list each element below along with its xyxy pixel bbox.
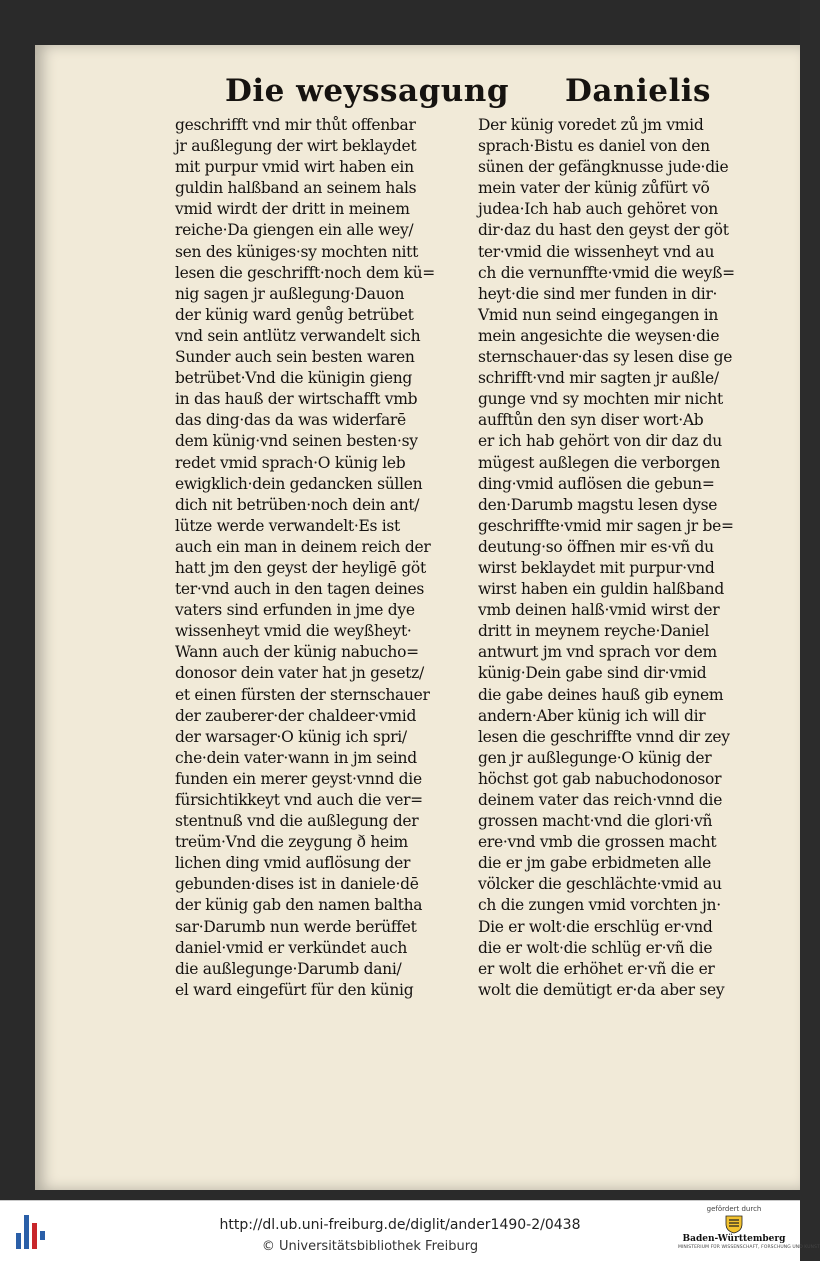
left-line: guldin halßband an seinem hals <box>175 179 417 198</box>
left-line: et einen fürsten der sternschauer <box>175 685 430 704</box>
right-line: mein angesichte die weysen·die <box>478 326 720 345</box>
right-line: ter·vmid die wissenheyt vnd au <box>478 242 715 261</box>
copyright-notice: © Universitätsbibliothek Freiburg <box>261 1239 479 1254</box>
right-line: schrifft·vnd mir sagten jr außle/ <box>478 369 719 388</box>
left-line: fürsichtikkeyt vnd auch die ver= <box>175 791 423 809</box>
left-line: nig sagen jr außlegung·Dauon <box>175 284 405 303</box>
left-line: ewigklich·dein gedancken süllen <box>175 474 423 493</box>
right-line: sünen der gefängknusse jude·die <box>478 158 729 177</box>
right-line: er ich hab gehört von dir daz du <box>478 432 722 451</box>
left-line: der warsager·O künig ich spri/ <box>175 727 407 746</box>
left-line: stentnuß vnd die außlegung der <box>175 812 419 831</box>
left-line: in das hauß der wirtschafft vmb <box>175 390 418 409</box>
right-line: andern·Aber künig ich will dir <box>478 706 706 725</box>
right-line: grossen macht·vnd die glori·vñ <box>478 812 713 831</box>
left-line: der künig gab den namen baltha <box>175 896 423 915</box>
right-line: gunge vnd sy mochten mir nicht <box>478 390 723 409</box>
right-line: den·Darumb magstu lesen dyse <box>478 495 718 514</box>
left-line: lesen die geschrifft·noch dem kü= <box>175 263 435 282</box>
sponsor-subtitle: MINISTERIUM FÜR WISSENSCHAFT, FORSCHUNG UND KUNST <box>678 1245 820 1250</box>
left-line: betrübet·Vnd die künigin gieng <box>175 369 413 388</box>
sponsor-name: Baden-Württemberg <box>682 1234 786 1244</box>
left-line: lütze werde verwandelt·Es ist <box>175 516 400 535</box>
permalink-url[interactable]: http://dl.ub.uni-freiburg.de/diglit/ander1490-2/0438 <box>219 1217 581 1233</box>
right-line: künig·Dein gabe sind dir·vmid <box>478 664 707 683</box>
right-line: ch die vernunffte·vmid die weyß= <box>478 263 735 282</box>
right-line: sprach·Bistu es daniel von den <box>478 137 710 156</box>
left-line: dich nit betrüben·noch dein ant/ <box>175 495 420 514</box>
right-line: Vmid nun seind eingegangen in <box>478 305 719 324</box>
right-line: deinem vater das reich·vnnd die <box>478 791 723 809</box>
right-line: Der künig voredet zů jm vmid <box>478 116 704 134</box>
right-line: deutung·so öffnen mir es·vñ du <box>478 537 714 556</box>
left-line: gebunden·dises ist in daniele·dē <box>175 875 419 894</box>
left-line: vaters sind erfunden in jme dye <box>175 601 415 620</box>
right-line: judea·Ich hab auch gehöret von <box>478 200 718 219</box>
left-line: sen des küniges·sy mochten nitt <box>175 242 419 261</box>
right-line: sternschauer·das sy lesen dise ge <box>478 348 733 367</box>
right-line: antwurt jm vnd sprach vor dem <box>478 643 717 662</box>
right-line: aufftůn den syn diser wort·Ab <box>478 411 704 430</box>
right-line: mügest außlegen die verborgen <box>478 453 720 472</box>
left-line: die außlegunge·Darumb dani/ <box>175 959 402 978</box>
left-line: reiche·Da giengen ein alle wey/ <box>175 221 414 240</box>
book-page <box>35 45 800 1190</box>
running-head-left: Die weyssagung <box>225 73 510 109</box>
left-line: che·dein vater·wann in jm seind <box>175 748 417 767</box>
right-line: die er wolt·die schlüg er·vñ die <box>478 938 713 957</box>
left-line: Wann auch der künig nabucho= <box>175 643 419 662</box>
viewer-footer <box>0 1200 820 1261</box>
right-line: ere·vnd vmb die grossen macht <box>478 833 717 852</box>
right-line: mein vater der künig zůfürt võ <box>478 179 710 198</box>
right-line: völcker die geschlächte·vmid au <box>478 875 722 894</box>
right-line: er wolt die erhöhet er·vñ die er <box>478 959 715 978</box>
left-line: vnd sein antlütz verwandelt sich <box>175 326 421 345</box>
left-line: el ward eingefürt für den künig <box>175 980 414 999</box>
left-line: vmid wirdt der dritt in meinem <box>175 200 410 219</box>
left-line: hatt jm den geyst der heyligē göt <box>175 558 426 577</box>
left-line: der zauberer·der chaldeer·vmid <box>175 706 417 725</box>
right-line: lesen die geschriffte vnnd dir zey <box>478 727 730 746</box>
right-line: vmb deinen halß·vmid wirst der <box>478 601 720 620</box>
left-line: geschrifft vnd mir thůt offenbar <box>175 116 416 134</box>
right-line: Die er wolt·die erschlüg er·vnd <box>478 917 713 936</box>
running-head-right: Danielis <box>565 73 712 109</box>
left-line: mit purpur vmid wirt haben ein <box>175 158 414 177</box>
right-line: ch die zungen vmid vorchten jn· <box>478 896 721 915</box>
text-column-left <box>175 115 467 1001</box>
sponsor-logo <box>678 1205 820 1259</box>
left-line: ter·vnd auch in den tagen deines <box>175 580 425 599</box>
left-line: wissenheyt vmid die weyßheyt· <box>175 622 412 641</box>
left-line: redet vmid sprach·O künig leb <box>175 453 406 472</box>
left-line: daniel·vmid er verkündet auch <box>175 938 408 957</box>
left-line: donosor dein vater hat jn gesetz/ <box>175 664 424 683</box>
right-line: höchst got gab nabuchodonosor <box>478 769 722 788</box>
left-line: lichen ding vmid auflösung der <box>175 854 411 873</box>
right-line: heyt·die sind mer funden in dir· <box>478 284 718 303</box>
right-line: die er jm gabe erbidmeten alle <box>478 854 711 873</box>
right-line: die gabe deines hauß gib eynem <box>478 685 724 704</box>
right-line: ding·vmid auflösen die gebun= <box>478 474 715 493</box>
left-line: Sunder auch sein besten waren <box>175 348 415 367</box>
right-line: wirst beklaydet mit purpur·vnd <box>478 558 715 577</box>
right-line: dritt in meynem reyche·Daniel <box>478 622 710 641</box>
left-line: treüm·Vnd die zeygung ð heim <box>175 833 408 852</box>
baden-wuerttemberg-emblem-icon <box>721 1214 747 1234</box>
right-line: gen jr außlegunge·O künig der <box>478 748 712 767</box>
right-line: wirst haben ein guldin halßband <box>478 580 724 599</box>
sponsor-top-text: gefördert durch <box>706 1205 762 1213</box>
left-line: der künig ward genůg betrübet <box>175 305 414 324</box>
text-column-right <box>478 115 768 1001</box>
left-line: auch ein man in deinem reich der <box>175 537 431 556</box>
right-line: wolt die demütigt er·da aber sey <box>478 980 725 999</box>
left-line: funden ein merer geyst·vnnd die <box>175 769 422 788</box>
right-line: geschriffte·vmid mir sagen jr be= <box>478 516 734 535</box>
right-line: dir·daz du hast den geyst der göt <box>478 221 729 240</box>
left-line: dem künig·vnd seinen besten·sy <box>175 432 418 451</box>
left-line: jr außlegung der wirt beklaydet <box>175 137 417 156</box>
left-line: sar·Darumb nun werde berüffet <box>175 917 417 936</box>
left-line: das ding·das da was widerfarē <box>175 411 406 430</box>
